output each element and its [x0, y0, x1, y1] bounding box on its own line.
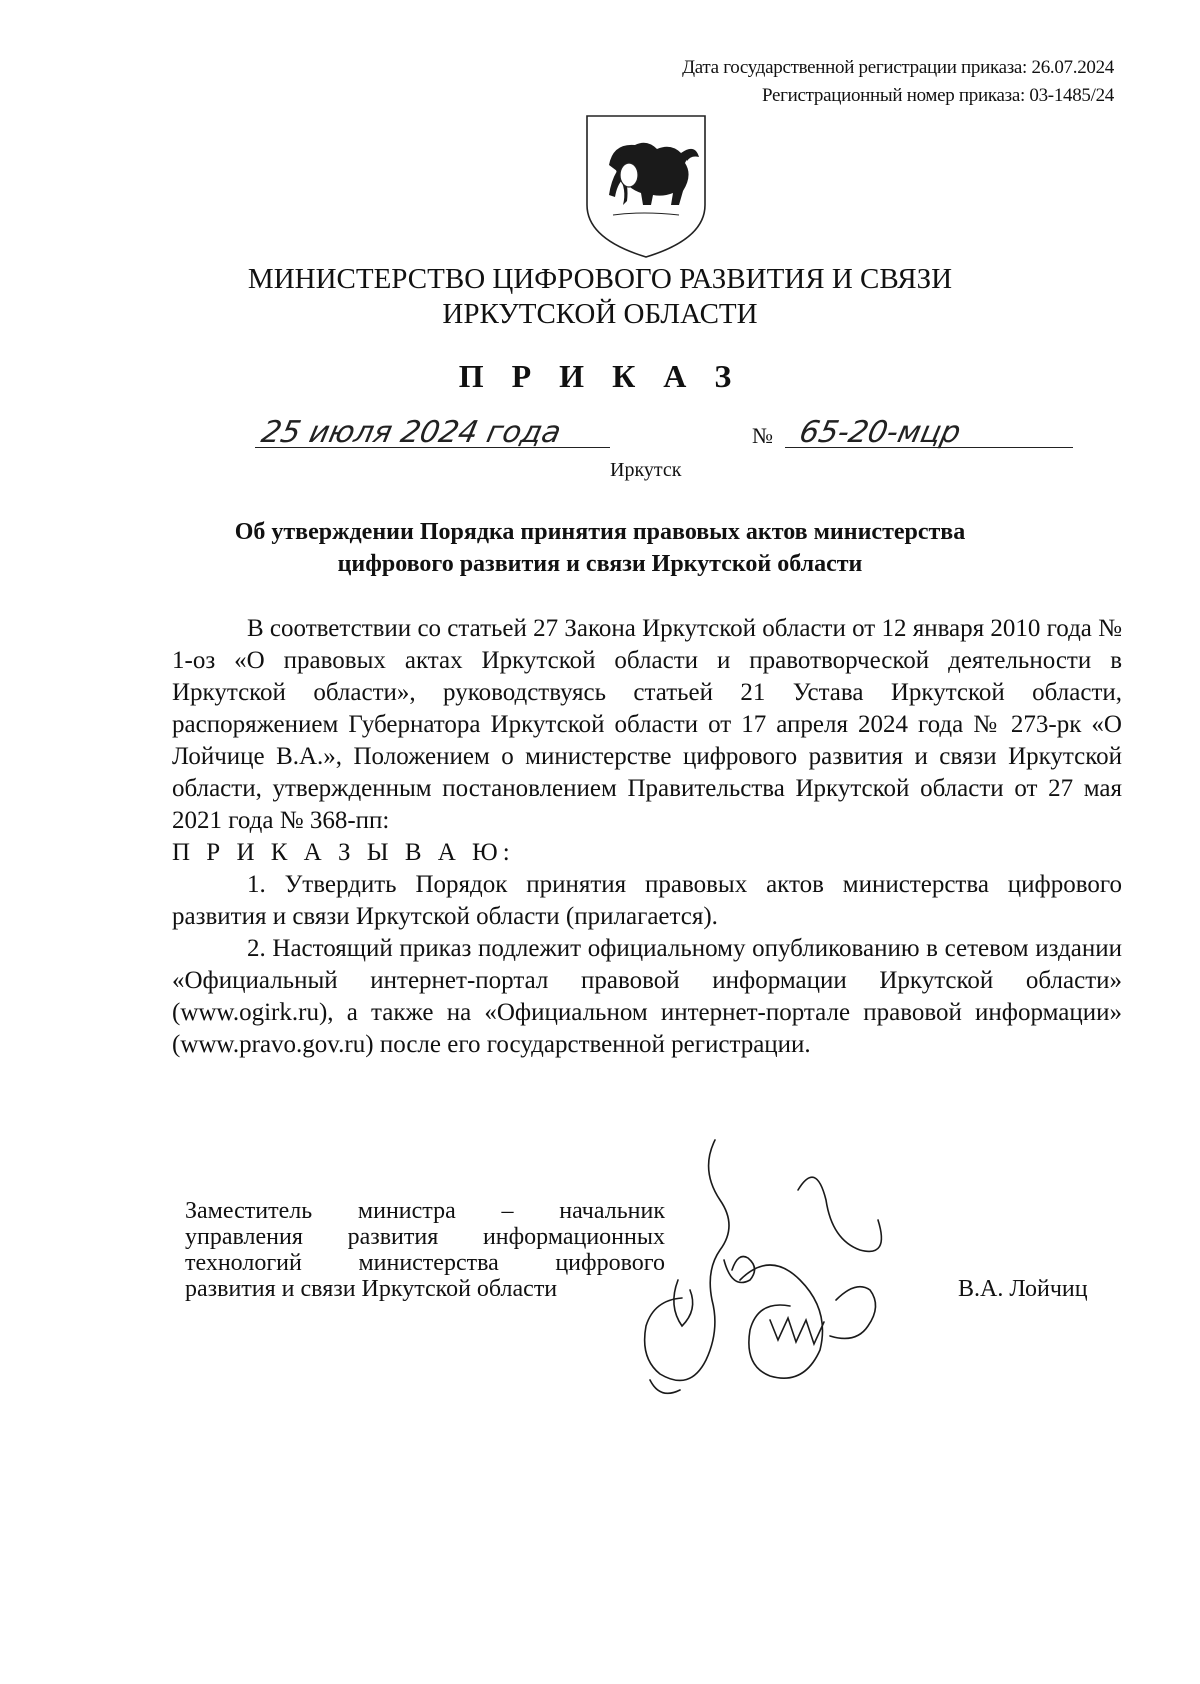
- item-2-paragraph: 2. Настоящий приказ подлежит официальному опубликованию в сетевом издании «Официальный интернет-портал правовой информации Иркутской области» (www.ogirk.ru), а также на «Официальном интернет-портале правовой информации» (www.pravo.gov.ru) после его государственной регистрации.: [172, 935, 1122, 1058]
- date-underline: [255, 447, 610, 448]
- registration-number: Регистрационный номер приказа: 03-1485/24: [762, 85, 1114, 106]
- preamble-paragraph: В соответствии со статьей 27 Закона Иркутской области от 12 января 2010 года № 1-оз «О правовых актах Иркутской области и правотворческой деятельности в Иркутской области», руководствуясь статьей 21 Устава Иркутской области, распоряжением Губернатора Иркутской области от 17 апреля 2024 года № 273-рк «О Лойчице В.А.», Положением о министерстве цифрового развития и связи Иркутской области, утвержденным постановлением Правительства Иркутской области от 27 мая 2021 года № 368-пп:: [172, 615, 1122, 834]
- document-title: [120, 516, 1080, 580]
- order-date-handwritten: 25 июля 2024 года: [258, 415, 565, 450]
- registration-date: Дата государственной регистрации приказа: 26.07.2024: [682, 57, 1114, 78]
- ministry-name-line2: ИРКУТСКОЙ ОБЛАСТИ: [442, 298, 758, 330]
- number-sign: №: [752, 423, 773, 448]
- signatory-position-line4: развития и связи Иркутской области: [185, 1276, 558, 1302]
- document-type: П Р И К А З: [458, 358, 742, 394]
- signatory-position-line1: Заместитель министра – начальник: [185, 1198, 665, 1224]
- order-number-handwritten: 65-20-мцр: [796, 415, 964, 450]
- registration-stamp: [682, 54, 1114, 110]
- handwritten-signature-icon: [620, 1130, 930, 1410]
- order-word: П Р И К А З Ы В А Ю:: [172, 839, 515, 866]
- irkutsk-coat-of-arms-icon: [583, 113, 709, 260]
- signatory-position-line2: управления развития информационных: [185, 1224, 665, 1250]
- number-underline: [785, 447, 1073, 448]
- document-title-line2: цифрового развития и связи Иркутской области: [337, 551, 863, 577]
- signatory-name: В.А. Лойчиц: [958, 1276, 1088, 1302]
- document-body: [172, 613, 1122, 1061]
- document-title-line1: Об утверждении Порядка принятия правовых актов министерства: [234, 519, 966, 545]
- signatory-position-line3: технологий министерства цифрового: [185, 1250, 665, 1276]
- city-name: Иркутск: [610, 459, 682, 481]
- ministry-name: [0, 262, 1200, 332]
- signatory-position: [185, 1198, 665, 1302]
- item-1-paragraph: 1. Утвердить Порядок принятия правовых актов министерства цифрового развития и связи Иркутской области (прилагается).: [172, 871, 1122, 930]
- ministry-name-line1: МИНИСТЕРСТВО ЦИФРОВОГО РАЗВИТИЯ И СВЯЗИ: [247, 263, 953, 295]
